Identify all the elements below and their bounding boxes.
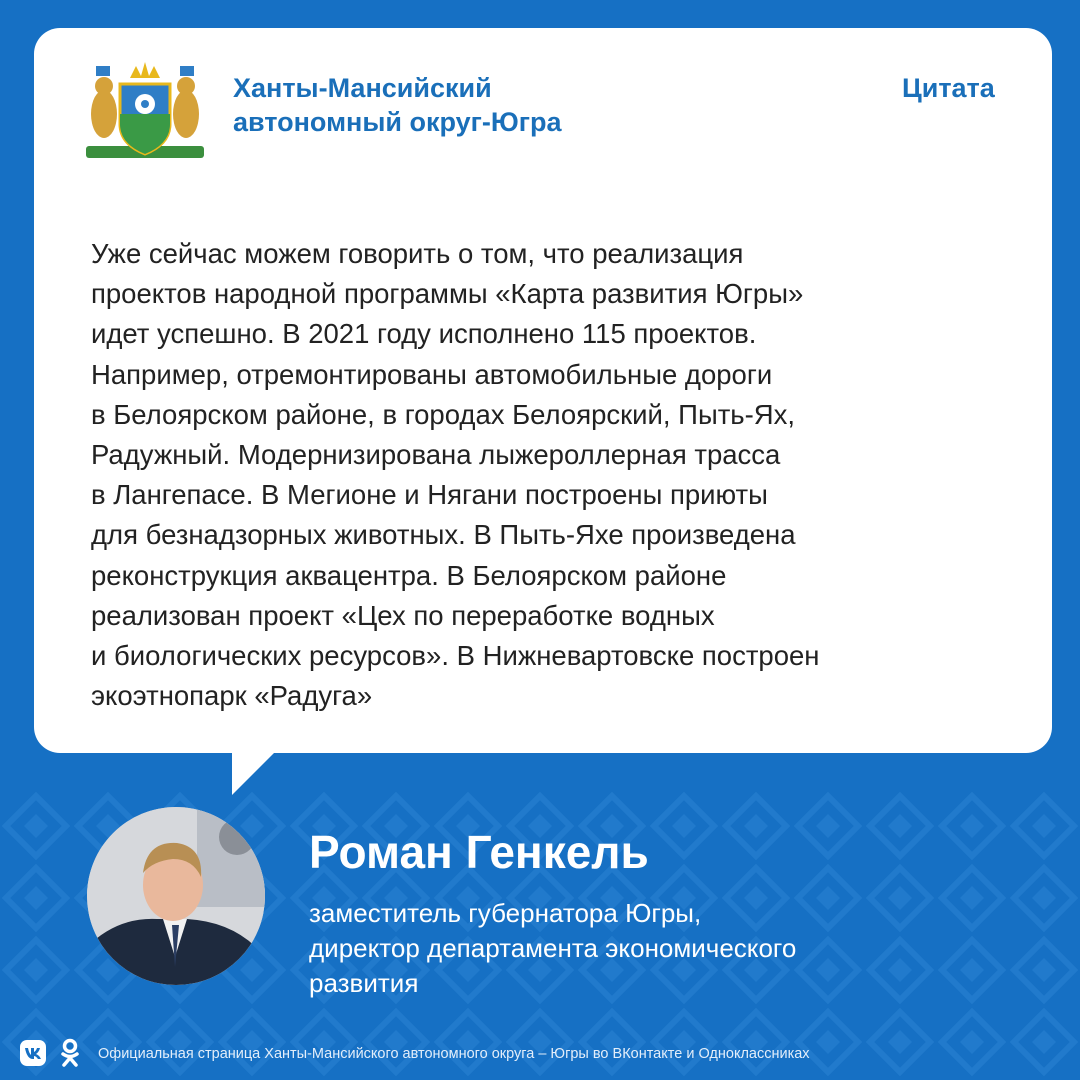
quote-text	[91, 234, 1031, 716]
organization-title	[233, 71, 562, 139]
quote-line: в Лангепасе. В Мегионе и Нягани построены приюты	[91, 479, 768, 511]
footer-text: Официальная страница Ханты-Мансийского автономного округа – Югры во ВКонтакте и Одноклассниках	[98, 1046, 810, 1062]
footer	[0, 1032, 1080, 1072]
quote-line: проектов народной программы «Карта развития Югры»	[91, 278, 804, 310]
speech-bubble-tail	[232, 751, 276, 795]
speaker-role-line-1: заместитель губернатора Югры,	[309, 898, 702, 928]
quote-line: реконструкция аквацентра. В Белоярском районе	[91, 559, 727, 591]
speaker-name: Роман Генкель	[309, 826, 649, 878]
quote-line: для безнадзорных животных. В Пыть-Яхе произведена	[91, 519, 796, 551]
quote-line: Например, отремонтированы автомобильные дороги	[91, 358, 773, 390]
speaker-photo	[87, 807, 265, 985]
speaker-role-line-2: директор департамента экономического	[309, 933, 797, 963]
organization-title-line-1: Ханты-Мансийский	[233, 73, 492, 103]
vk-icon[interactable]	[20, 1040, 46, 1066]
organization-title-line-2: автономный округ-Югра	[233, 107, 562, 137]
quote-line: реализован проект «Цех по переработке водных	[91, 599, 715, 631]
quote-tag: Цитата	[902, 73, 995, 103]
speaker-role	[309, 896, 796, 1001]
odnoklassniki-icon[interactable]	[58, 1038, 82, 1068]
quote-line: экоэтнопарк «Радуга»	[91, 680, 373, 712]
quote-line: в Белоярском районе, в городах Белоярский, Пыть-Ях,	[91, 398, 796, 430]
quote-line: Уже сейчас можем говорить о том, что реализация	[91, 238, 744, 269]
quote-line: Радужный. Модернизирована лыжероллерная трасса	[91, 439, 781, 471]
quote-line: и биологических ресурсов». В Нижневартовске построен	[91, 640, 820, 672]
speaker-role-line-3: развития	[309, 968, 419, 998]
quote-line: идет успешно. В 2021 году исполнено 115 проектов.	[91, 318, 757, 350]
yugra-coat-of-arms-logo	[86, 58, 204, 164]
